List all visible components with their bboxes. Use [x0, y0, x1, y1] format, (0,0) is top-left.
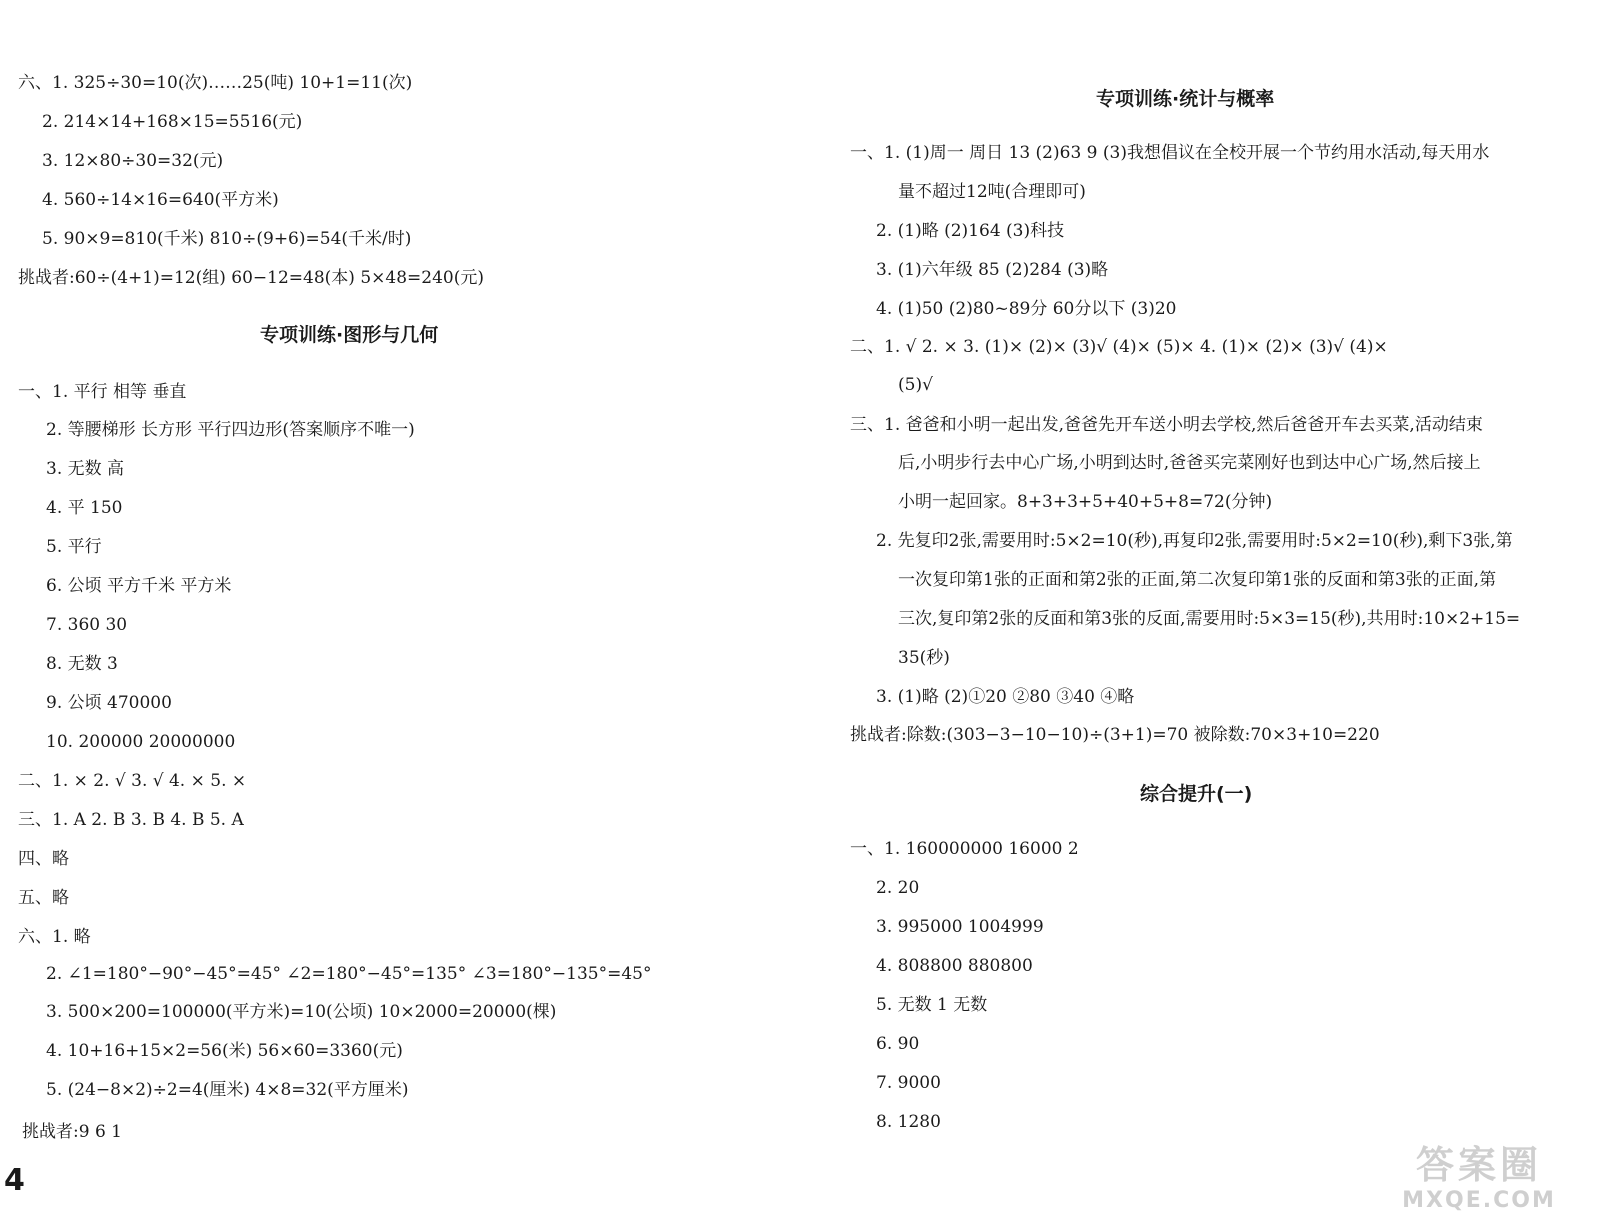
answer-line: 量不超过12吨(合理即可)	[898, 182, 1086, 202]
answer-line: 一、1. 160000000 16000 2	[850, 839, 1079, 859]
section-title-statistics: 专项训练·统计与概率	[1096, 88, 1275, 110]
answer-line: 7. 360 30	[46, 615, 128, 635]
answer-line: 2. (1)略 (2)164 (3)科技	[876, 221, 1065, 241]
answer-line: 3. (1)六年级 85 (2)284 (3)略	[876, 260, 1109, 280]
watermark-url: MXQE.COM	[1402, 1188, 1556, 1213]
answer-line: 六、1. 略	[18, 927, 91, 947]
answer-line: 三次,复印第2张的反面和第3张的反面,需要用时:5×3=15(秒),共用时:10×2+15=	[898, 609, 1521, 629]
answer-line: 2. 等腰梯形 长方形 平行四边形(答案顺序不唯一)	[46, 420, 415, 440]
answer-line: 一次复印第1张的正面和第2张的正面,第二次复印第1张的反面和第3张的正面,第	[898, 570, 1497, 590]
answer-line: 后,小明步行去中心广场,小明到达时,爸爸买完菜刚好也到达中心广场,然后接上	[898, 453, 1481, 473]
page-number: 4	[4, 1163, 25, 1198]
challenge-line: 挑战者:60÷(4+1)=12(组) 60−12=48(本) 5×48=240(元)	[18, 268, 484, 288]
answer-line: 4. 560÷14×16=640(平方米)	[42, 190, 279, 210]
answer-line: (5)√	[898, 375, 933, 395]
answer-line: 二、1. √ 2. × 3. (1)× (2)× (3)√ (4)× (5)× 4. (1)× (2)× (3)√ (4)×	[850, 337, 1388, 357]
answer-line: 4. (1)50 (2)80~89分 60分以下 (3)20	[876, 299, 1177, 319]
right-page	[820, 0, 1600, 1229]
answer-line: 6. 公顷 平方千米 平方米	[46, 576, 232, 596]
answer-line: 5. 平行	[46, 537, 102, 557]
answer-line: 5. (24−8×2)÷2=4(厘米) 4×8=32(平方厘米)	[46, 1080, 409, 1100]
answer-line: 2. 214×14+168×15=5516(元)	[42, 112, 303, 132]
answer-line: 三、1. A 2. B 3. B 4. B 5. A	[18, 810, 244, 830]
answer-line: 五、略	[18, 888, 69, 908]
answer-line: 35(秒)	[898, 648, 950, 668]
answer-line: 二、1. × 2. √ 3. √ 4. × 5. ×	[18, 771, 247, 791]
answer-line: 4. 10+16+15×2=56(米) 56×60=3360(元)	[46, 1041, 403, 1061]
watermark	[1374, 1143, 1584, 1223]
challenge-line: 挑战者:除数:(303−3−10−10)÷(3+1)=70 被除数:70×3+10=220	[850, 725, 1380, 745]
answer-line: 一、1. 平行 相等 垂直	[18, 382, 187, 402]
answer-line: 9. 公顷 470000	[46, 693, 172, 713]
answer-line: 8. 无数 3	[46, 654, 118, 674]
answer-line: 7. 9000	[876, 1073, 941, 1093]
section-title-comprehensive: 综合提升(一)	[1140, 783, 1253, 805]
answer-line: 三、1. 爸爸和小明一起出发,爸爸先开车送小明去学校,然后爸爸开车去买菜,活动结束	[850, 415, 1483, 435]
answer-line: 六、1. 325÷30=10(次)……25(吨) 10+1=11(次)	[18, 73, 413, 93]
answer-line: 3. 500×200=100000(平方米)=10(公顷) 10×2000=20000(棵)	[46, 1002, 557, 1022]
answer-line: 3. 995000 1004999	[876, 917, 1044, 937]
answer-line: 3. (1)略 (2)①20 ②80 ③40 ④略	[876, 687, 1135, 707]
answer-line: 4. 平 150	[46, 498, 123, 518]
answer-line: 5. 90×9=810(千米) 810÷(9+6)=54(千米/时)	[42, 229, 412, 249]
answer-line: 5. 无数 1 无数	[876, 995, 988, 1015]
answer-line: 10. 200000 20000000	[46, 732, 236, 752]
watermark-text: 答案圈	[1415, 1143, 1542, 1187]
answer-line: 小明一起回家。8+3+3+5+40+5+8=72(分钟)	[898, 492, 1273, 512]
section-title-geometry: 专项训练·图形与几何	[260, 324, 439, 346]
answer-line: 3. 12×80÷30=32(元)	[42, 151, 224, 171]
answer-line: 6. 90	[876, 1034, 920, 1054]
answer-line: 3. 无数 高	[46, 459, 125, 479]
challenge-line: 挑战者:9 6 1	[22, 1122, 122, 1142]
answer-line: 2. 20	[876, 878, 920, 898]
answer-line: 一、1. (1)周一 周日 13 (2)63 9 (3)我想倡议在全校开展一个节约用水活动,每天用水	[850, 143, 1490, 163]
answer-line: 四、略	[18, 849, 69, 869]
answer-line: 2. ∠1=180°−90°−45°=45° ∠2=180°−45°=135° ∠3=180°−135°=45°	[46, 964, 652, 984]
answer-line: 4. 808800 880800	[876, 956, 1033, 976]
left-page	[0, 0, 780, 1229]
answer-line: 2. 先复印2张,需要用时:5×2=10(秒),再复印2张,需要用时:5×2=10(秒),剩下3张,第	[876, 531, 1513, 551]
answer-line: 8. 1280	[876, 1112, 941, 1132]
